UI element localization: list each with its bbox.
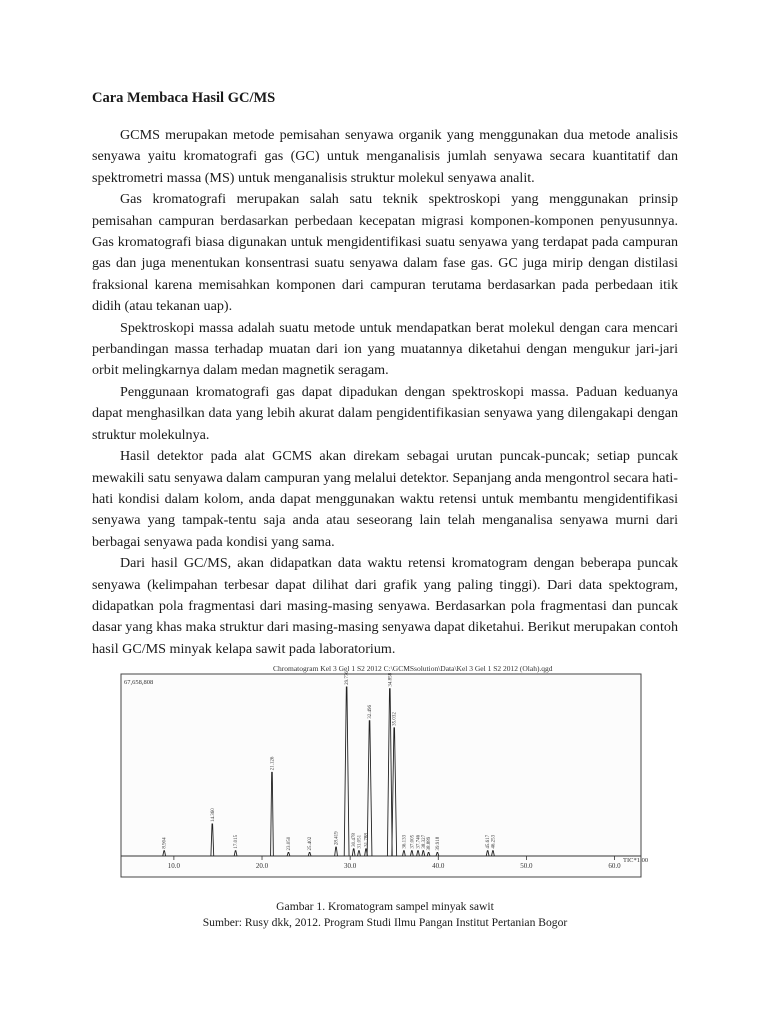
peak-retention-label: 38.327 <box>421 834 427 849</box>
peak-retention-label: 46.253 <box>491 834 497 849</box>
chromatogram-figure <box>118 662 648 897</box>
x-axis-tick-label: 50.0 <box>520 862 533 870</box>
paragraph-gas-chromatography: Gas kromatografi merupakan salah satu teknik spektroskopi yang menggunakan prinsip pemisahan campuran berdasarkan perbedaan kecepatan migrasi komponen-komponen penyusunnya. Gas kromatografi biasa digunakan untuk mengidentifikasi suatu senyawa yang terdapat pada campuran gas dan juga menentukan konsentrasi suatu senyawa dalam fase gas. GC juga mirip dengan distilasi fraksional karena memisahkan komponen dari campuran terutama berdasarkan pada perbedaan itik didih (atau tekanan uap). <box>92 191 678 315</box>
chromatogram-frame <box>121 674 641 877</box>
peak-retention-label: 34.858 <box>388 672 394 687</box>
peak-retention-label: 35.032 <box>392 712 398 726</box>
paragraph-detector: Hasil detektor pada alat GCMS akan direkam sebagai urutan puncak-puncak; setiap puncak mewakili satu senyawa dalam campuran yang melalui detektor. Sepanjang anda mengontrol secara hati-hati kondisi dalam kolom, anda dapat menggunakan waktu retensi untuk membantu mengidentifikasi senyawa yang tampak-tentu saja anda atau seseorang lain telah menganalisa senyawa murni dari berbagai senyawa pada kondisi yang sama. <box>92 448 678 550</box>
peak-retention-label: 36.133 <box>402 834 408 849</box>
document-title: Cara Membaca Hasil GC/MS <box>92 90 276 106</box>
chromatogram-y-max-label: 67,658,808 <box>124 679 154 686</box>
peak-retention-label: 32.496 <box>368 704 374 719</box>
peak-retention-label: 37.746 <box>416 834 422 849</box>
peak-retention-label: 21.126 <box>270 756 276 771</box>
peak-retention-label: 29.776 <box>345 671 351 685</box>
paragraph-mass-spectroscopy: Spektroskopi massa adalah suatu metode untuk mendapatkan berat molekul dengan cara mencari perbandingan massa terhadap muatan dari ion yang muatannya diketahui dengan mengukur jari-jari orbit melingkarnya dalam medan magnetik seragam. <box>92 319 678 379</box>
figure-caption-source: Sumber: Rusy dkk, 2012. Program Studi Ilmu Pangan Institut Pertanian Bogor <box>202 916 568 929</box>
x-axis-tick-label: 20.0 <box>255 862 269 870</box>
peak-retention-label: 23.050 <box>286 836 292 851</box>
x-axis-tick-label: 30.0 <box>344 862 357 870</box>
peak-retention-label: 45.617 <box>486 834 492 849</box>
peak-retention-label: 28.419 <box>334 831 340 846</box>
peak-retention-label: 39.918 <box>435 836 441 851</box>
figure-caption-title: Gambar 1. Kromatogram sampel minyak sawit <box>276 900 494 913</box>
paragraph-gcms-intro: GCMS merupakan metode pemisahan senyawa organik yang menggunakan dua metode analisis senyawa yaitu kromatografi gas (GC) untuk menganalisis jumlah senyawa secara kuantitatif dan spektrometri massa (MS) untuk menganalisis struktur molekul senyawa analit. <box>92 127 678 186</box>
peak-retention-label: 37.005 <box>410 834 416 849</box>
peak-retention-label: 8.904 <box>162 837 168 849</box>
document-body <box>92 88 678 660</box>
paragraph-results: Dari hasil GC/MS, akan didapatkan data waktu retensi kromatogram dengan beberapa puncak senyawa (kelimpahan terbesar dapat dilihat dari grafik yang paling tinggi). Dari data spektogram, didapatkan pola fragmentasi dari masing-masing senyawa. Berdasarkan pola fragmentasi dan puncak dasar yang khas maka struktur dari masing-masing senyawa dapat diketahui. Berikut merupakan contoh hasil GC/MS minyak kelapa sawit pada laboratorium. <box>92 555 678 657</box>
paragraph-combination: Penggunaan kromatografi gas dapat dipadukan dengan spektroskopi massa. Paduan keduanya dapat menghasilkan data yang lebih akurat dalam pengidentifikasian senyawa yang dilengakapi dengan struktur molekulnya. <box>92 383 678 443</box>
x-axis-tick-label: 10.0 <box>167 862 181 870</box>
peak-retention-label: 31.788 <box>364 833 370 847</box>
figure-caption <box>92 899 678 931</box>
peak-retention-label: 31.051 <box>357 834 363 849</box>
peak-retention-label: 25.402 <box>308 836 314 851</box>
chromatogram-chart <box>118 662 648 897</box>
peak-retention-label: 17.015 <box>234 834 240 849</box>
x-axis-tick-label: 40.0 <box>432 862 445 870</box>
peak-retention-label: 38.889 <box>427 836 433 851</box>
chromatogram-header: Chromatogram Kel 3 Gel 1 S2 2012 C:\GCMSsolution\Data\Kel 3 Gel 1 S2 2012 (Olah).qgd <box>273 664 553 673</box>
chromatogram-tic-label: TIC*1.00 <box>623 857 648 864</box>
peak-retention-label: 14.360 <box>210 808 216 822</box>
peak-retention-label: 30.478 <box>352 833 358 847</box>
x-axis-tick-label: 60.0 <box>608 862 621 870</box>
